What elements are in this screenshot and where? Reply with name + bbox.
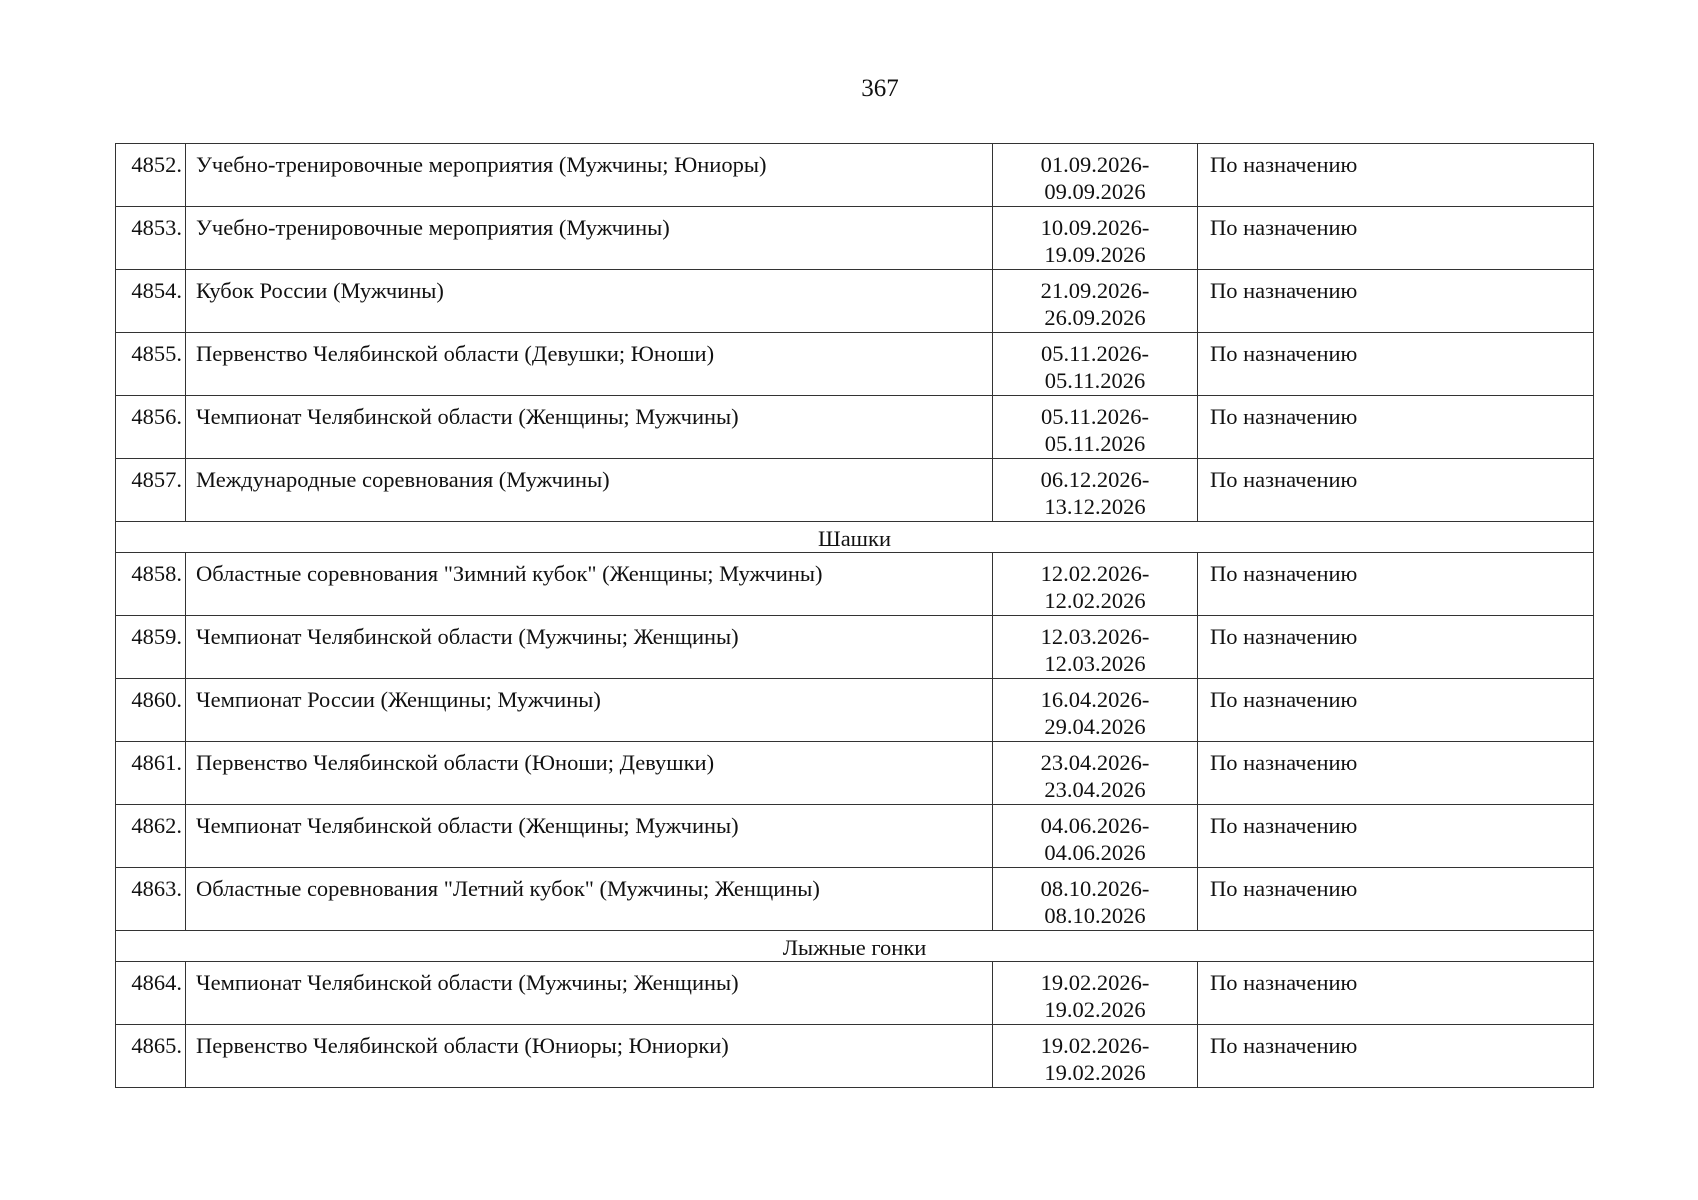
event-place: По назначению [1198,144,1594,207]
event-place: По назначению [1198,679,1594,742]
event-date-end: 13.12.2026 [1044,494,1146,519]
event-name: Чемпионат Челябинской области (Мужчины; Женщины) [186,616,993,679]
event-dates [993,742,1198,805]
event-name: Первенство Челябинской области (Юноши; Девушки) [186,742,993,805]
table-row [116,742,1594,805]
event-date-start: 16.04.2026- [1040,687,1150,712]
event-date-start: 01.09.2026- [1040,152,1150,177]
event-date-start: 19.02.2026- [1040,970,1150,995]
table-row [116,962,1594,1025]
table-row [116,1025,1594,1088]
event-date-end: 04.06.2026 [1044,840,1146,865]
event-number: 4855. [116,333,186,396]
event-dates [993,333,1198,396]
event-date-end: 05.11.2026 [1044,431,1146,456]
event-number: 4858. [116,553,186,616]
event-name: Первенство Челябинской области (Девушки; Юноши) [186,333,993,396]
event-place: По назначению [1198,270,1594,333]
table-row [116,868,1594,931]
table-row [116,805,1594,868]
event-date-end: 09.09.2026 [1044,179,1146,204]
event-date-end: 12.02.2026 [1044,588,1146,613]
event-name: Чемпионат России (Женщины; Мужчины) [186,679,993,742]
section-title: Шашки [116,522,1594,553]
event-place: По назначению [1198,742,1594,805]
event-number: 4863. [116,868,186,931]
event-number: 4864. [116,962,186,1025]
events-table-body [116,144,1594,1088]
event-place: По назначению [1198,1025,1594,1088]
event-number: 4865. [116,1025,186,1088]
event-dates [993,1025,1198,1088]
table-row [116,396,1594,459]
event-name: Учебно-тренировочные мероприятия (Мужчины; Юниоры) [186,144,993,207]
section-header-row [116,522,1594,553]
event-number: 4852. [116,144,186,207]
event-dates [993,616,1198,679]
event-date-start: 05.11.2026- [1041,341,1149,366]
event-name: Чемпионат Челябинской области (Женщины; Мужчины) [186,396,993,459]
event-date-start: 12.03.2026- [1040,624,1150,649]
events-table [115,143,1594,1088]
event-dates [993,459,1198,522]
event-place: По назначению [1198,868,1594,931]
event-name: Областные соревнования "Летний кубок" (Мужчины; Женщины) [186,868,993,931]
event-date-start: 12.02.2026- [1040,561,1150,586]
event-dates [993,553,1198,616]
event-date-end: 19.09.2026 [1044,242,1146,267]
event-dates [993,679,1198,742]
event-date-end: 23.04.2026 [1044,777,1146,802]
table-row [116,333,1594,396]
event-dates [993,207,1198,270]
event-place: По назначению [1198,616,1594,679]
event-date-start: 10.09.2026- [1040,215,1150,240]
event-date-start: 05.11.2026- [1041,404,1149,429]
event-number: 4856. [116,396,186,459]
event-dates [993,396,1198,459]
event-date-end: 12.03.2026 [1044,651,1146,676]
event-name: Кубок России (Мужчины) [186,270,993,333]
event-number: 4853. [116,207,186,270]
table-row [116,459,1594,522]
event-place: По назначению [1198,962,1594,1025]
event-place: По назначению [1198,459,1594,522]
event-date-start: 19.02.2026- [1040,1033,1150,1058]
event-place: По назначению [1198,553,1594,616]
event-date-start: 06.12.2026- [1040,467,1150,492]
event-date-start: 04.06.2026- [1040,813,1150,838]
event-name: Первенство Челябинской области (Юниоры; Юниорки) [186,1025,993,1088]
event-date-end: 08.10.2026 [1044,903,1146,928]
event-date-end: 19.02.2026 [1044,1060,1146,1085]
event-dates [993,868,1198,931]
event-date-end: 19.02.2026 [1044,997,1146,1022]
table-row [116,270,1594,333]
event-number: 4860. [116,679,186,742]
event-name: Международные соревнования (Мужчины) [186,459,993,522]
event-dates [993,270,1198,333]
event-date-start: 21.09.2026- [1040,278,1150,303]
event-date-end: 29.04.2026 [1044,714,1146,739]
event-date-end: 05.11.2026 [1044,368,1146,393]
event-name: Учебно-тренировочные мероприятия (Мужчины) [186,207,993,270]
table-row [116,616,1594,679]
event-number: 4862. [116,805,186,868]
section-header-row [116,931,1594,962]
event-date-start: 23.04.2026- [1040,750,1150,775]
event-dates [993,962,1198,1025]
event-date-start: 08.10.2026- [1040,876,1150,901]
table-row [116,679,1594,742]
event-dates [993,144,1198,207]
event-dates [993,805,1198,868]
event-name: Областные соревнования "Зимний кубок" (Женщины; Мужчины) [186,553,993,616]
event-name: Чемпионат Челябинской области (Женщины; Мужчины) [186,805,993,868]
event-number: 4861. [116,742,186,805]
table-row [116,144,1594,207]
table-row [116,207,1594,270]
event-number: 4857. [116,459,186,522]
section-title: Лыжные гонки [116,931,1594,962]
event-number: 4854. [116,270,186,333]
event-place: По назначению [1198,333,1594,396]
event-number: 4859. [116,616,186,679]
event-name: Чемпионат Челябинской области (Мужчины; Женщины) [186,962,993,1025]
event-place: По назначению [1198,805,1594,868]
event-place: По назначению [1198,396,1594,459]
page-number: 367 [861,75,899,102]
event-place: По назначению [1198,207,1594,270]
table-row [116,553,1594,616]
event-date-end: 26.09.2026 [1044,305,1146,330]
